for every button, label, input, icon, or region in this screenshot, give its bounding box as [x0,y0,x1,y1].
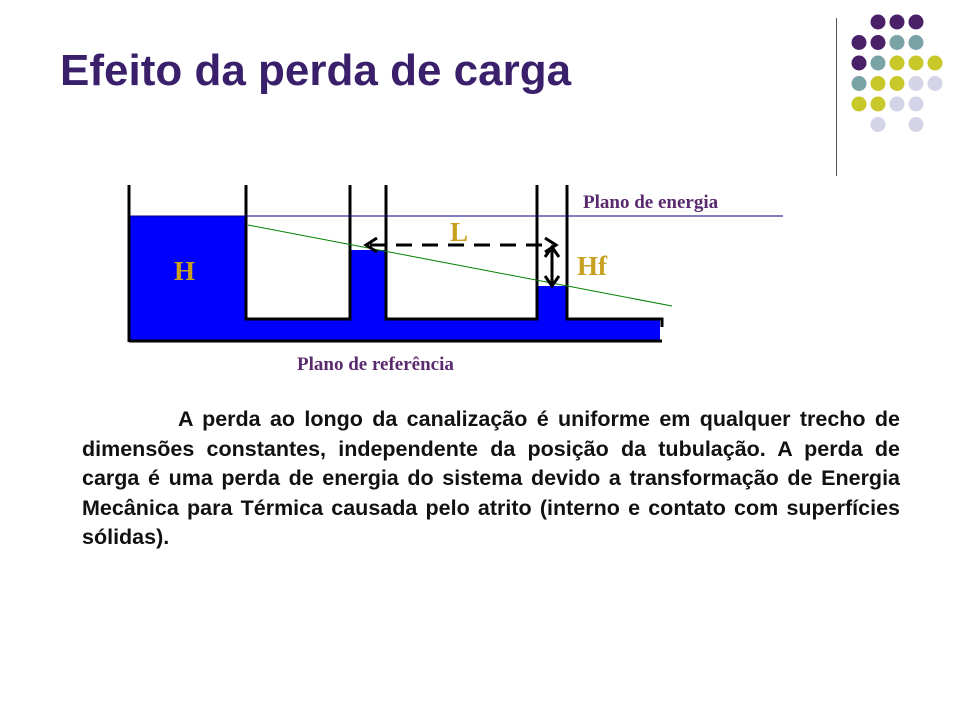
water-bottom-pipe [130,320,660,340]
length-label-L: L [450,217,469,247]
water-tube-3 [537,286,567,322]
head-loss-label-Hf: Hf [577,251,607,281]
energy-plane-label: Plano de energia [583,192,719,213]
reference-plane-label: Plano de referência [297,354,454,375]
slide-title: Efeito da perda de carga [60,46,572,95]
water-tube-2 [350,250,386,322]
height-label-H: H [174,256,196,286]
head-loss-arrow [545,247,559,286]
explanation-paragraph: A perda ao longo da canalização é uniforme em qualquer trecho de dimensões constantes, independente da posição da tubulação. A perda de carga é uma perda de energia do sistema devido a transformação de Energia Mecânica para Térmica causada pelo atrito (interno e contato com superfícies sólidas). [82,407,900,549]
